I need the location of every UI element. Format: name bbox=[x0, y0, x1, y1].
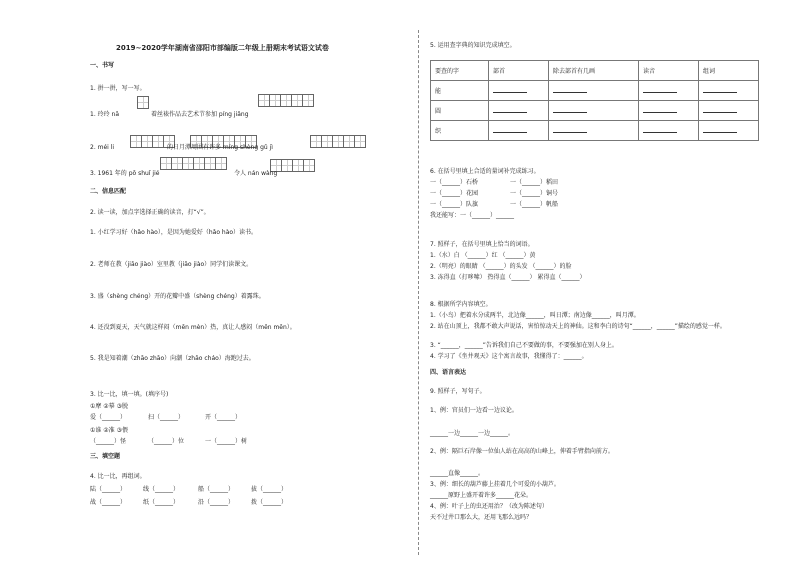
answer-cell[interactable] bbox=[549, 101, 639, 121]
question-1: 1. 拼一拼，写一写。 bbox=[90, 85, 146, 92]
dictionary-table bbox=[430, 60, 759, 141]
q9-answer-3[interactable]: ______原野上盛开着许多______花朵。 bbox=[430, 492, 533, 499]
answer-cell[interactable] bbox=[639, 101, 699, 121]
q4-r1-3[interactable]: 船（______） bbox=[198, 486, 235, 493]
q3-row1-b[interactable]: 扫（______） bbox=[148, 414, 185, 421]
q3-row1-c[interactable]: 开（______） bbox=[205, 414, 242, 421]
answer-cell[interactable] bbox=[489, 81, 549, 101]
q8-item-2[interactable]: 2. 站在山顶上，我都不敢大声说话，害怕惊动天上的神仙。这和李白的诗句“______，______”描绘的感觉一样。 bbox=[430, 323, 726, 330]
q6-r2-b[interactable]: 一（______）铜号 bbox=[510, 190, 559, 197]
q1b-prefix: 2. méi li bbox=[90, 144, 115, 151]
q1b-suffix: 的日月潭周围有许多 míng shèng gǔ jì bbox=[167, 144, 273, 151]
q3-row1-a[interactable]: 爱（______） bbox=[90, 414, 127, 421]
q2-item-3: 3. 盛（shèng chéng）开的花瓣中盛（shèng chéng）着露珠。 bbox=[90, 293, 265, 300]
q4-r1-1[interactable]: 陆（______） bbox=[90, 486, 127, 493]
q9-answer-1[interactable]: ______一边______一边______。 bbox=[430, 430, 515, 437]
q6-extra[interactable]: 我还能写：一（______）______ bbox=[430, 212, 515, 219]
writing-grid-2[interactable] bbox=[258, 94, 313, 107]
q2-item-1: 1. 小红学习好（hǎo hào），是因为她爱好（hǎo hào）读书。 bbox=[90, 229, 258, 236]
writing-grid-5[interactable] bbox=[310, 135, 365, 148]
q2-item-5: 5. 我是知着潮（zhāo zhāo）向潮（zhāo cháo）海跑过去。 bbox=[90, 355, 255, 362]
question-9: 9. 照样子，写句子。 bbox=[430, 388, 486, 395]
table-header-cell: 部首 bbox=[489, 61, 549, 81]
q4-r2-2[interactable]: 纸（______） bbox=[143, 499, 180, 506]
writing-grid-6[interactable] bbox=[160, 157, 226, 170]
q4-r2-3[interactable]: 沿（______） bbox=[198, 499, 235, 506]
q3-row2-b[interactable]: （______）位 bbox=[148, 438, 185, 445]
q1c-suffix: 令人 nán wàng bbox=[234, 170, 278, 177]
q6-r2-a[interactable]: 一（______）花园 bbox=[430, 190, 479, 197]
answer-cell[interactable] bbox=[639, 81, 699, 101]
table-row bbox=[431, 81, 759, 101]
q6-r3-b[interactable]: 一（______）帆船 bbox=[510, 201, 559, 208]
q9-answer-2[interactable]: ______直像______。 bbox=[430, 470, 485, 477]
table-header-cell: 组词 bbox=[699, 61, 759, 81]
q2-item-2: 2. 老师在教（jiāo jiào）室里教（jiāo jiào）同学们读课文。 bbox=[90, 261, 253, 268]
q9-example-3: 3、例：细长的葫芦藤上挂着几个可爱的小葫芦。 bbox=[430, 481, 560, 488]
table-header-cell: 读音 bbox=[639, 61, 699, 81]
question-3: 3. 比一比，填一填。(填序号) bbox=[90, 391, 169, 398]
q1a-suffix: 着丝裱作品去艺术节参加 píng jiǎng bbox=[151, 111, 249, 118]
table-char-cell: 织 bbox=[431, 121, 489, 141]
q7-item-3[interactable]: 3. 冻得直（打哆嗦） 热得直（______） 累得直（______） bbox=[430, 274, 586, 281]
q4-r2-4[interactable]: 拨（______） bbox=[251, 499, 288, 506]
q3-options-2: ①谁 ②准 ③偎 bbox=[90, 427, 128, 434]
section-writing: 一、书写 bbox=[90, 62, 115, 69]
question-6: 6. 在括号里填上合适的量词补完成练习。 bbox=[430, 168, 540, 175]
answer-cell[interactable] bbox=[699, 81, 759, 101]
table-char-cell: 圆 bbox=[431, 101, 489, 121]
q1a-prefix: 1. 玲玲 nā bbox=[90, 111, 120, 118]
section-fill-in: 三、填空题 bbox=[90, 453, 121, 460]
table-header-row bbox=[431, 61, 759, 81]
answer-cell[interactable] bbox=[489, 121, 549, 141]
question-8: 8. 根据所学内容填空。 bbox=[430, 301, 492, 308]
question-2: 2. 读一读，加点字选择正确的读音，打“√”。 bbox=[90, 209, 210, 216]
column-divider bbox=[418, 30, 419, 555]
q3-row2-c[interactable]: 一（______）树 bbox=[205, 438, 248, 445]
q6-r1-b[interactable]: 一（______）稻田 bbox=[510, 179, 559, 186]
writing-grid-1[interactable] bbox=[137, 96, 148, 109]
q6-r3-a[interactable]: 一（______）队旗 bbox=[430, 201, 479, 208]
q3-options-1: ①摩 ②摹 ③脱 bbox=[90, 403, 128, 410]
answer-cell[interactable] bbox=[489, 101, 549, 121]
question-5: 5. 运用查字典的知识完成填空。 bbox=[430, 42, 516, 49]
q9-example-4: 4、例：叶子上的虫还用治？（改为陈述句） bbox=[430, 503, 548, 510]
question-4: 4. 比一比，再组词。 bbox=[90, 473, 146, 480]
q7-item-1[interactable]: 1.（水）白 （______）红 （______）黄 bbox=[430, 252, 536, 259]
q6-r1-a[interactable]: 一（______）石桥 bbox=[430, 179, 479, 186]
q1c-prefix: 3. 1961 年的 pō shuǐ jié bbox=[90, 170, 160, 177]
table-row bbox=[431, 101, 759, 121]
table-row bbox=[431, 121, 759, 141]
q3-row2-a[interactable]: （______）怪 bbox=[90, 438, 127, 445]
question-7: 7. 照样子，在括号里填上恰当的词语。 bbox=[430, 241, 534, 248]
answer-cell[interactable] bbox=[549, 81, 639, 101]
q9-example-2: 2、例：隔巨石岸像一位仙人站在高高的山峰上，伸着手臂指向前方。 bbox=[430, 448, 614, 455]
answer-cell[interactable] bbox=[699, 121, 759, 141]
q2-item-4: 4. 还没到夏天，天气就这样闷（mēn mèn）热，真让人感闷（mēn mēn）。 bbox=[90, 324, 296, 331]
table-header-cell: 要查的字 bbox=[431, 61, 489, 81]
answer-cell[interactable] bbox=[549, 121, 639, 141]
q4-r1-4[interactable]: 拔（______） bbox=[251, 486, 288, 493]
q8-item-3[interactable]: 3. “______，______”告诉我们自己不要做的事，不要强加在别人身上。 bbox=[430, 342, 618, 349]
q4-r1-2[interactable]: 线（______） bbox=[143, 486, 180, 493]
answer-cell[interactable] bbox=[639, 121, 699, 141]
q7-item-2[interactable]: 2.（明亮）的眼睛 （______）的头发 （______）的脸 bbox=[430, 263, 572, 270]
section-expression: 四、语言表达 bbox=[430, 369, 467, 376]
q8-item-1[interactable]: 1.（小鸟）把着水分成两半，北边像______，叫日潭；南边像______，叫月潭。 bbox=[430, 312, 640, 319]
q8-item-4[interactable]: 4. 学习了《坐井观天》这个寓言故事，我懂得了：______。 bbox=[430, 353, 588, 360]
q9-answer-4[interactable]: 天不过井口那么大，还用飞那么远吗？ bbox=[430, 514, 533, 521]
answer-cell[interactable] bbox=[699, 101, 759, 121]
q9-example-1: 1、例：官员们一边看一边议论。 bbox=[430, 407, 518, 414]
page-title: 2019~2020学年湖南省邵阳市部编版二年级上册期末考试语文试卷 bbox=[116, 44, 329, 52]
table-char-cell: 能 bbox=[431, 81, 489, 101]
section-info-match: 二、信息匹配 bbox=[90, 188, 127, 195]
table-header-cell: 除去部首有几画 bbox=[549, 61, 639, 81]
q4-r2-1[interactable]: 战（______） bbox=[90, 499, 127, 506]
